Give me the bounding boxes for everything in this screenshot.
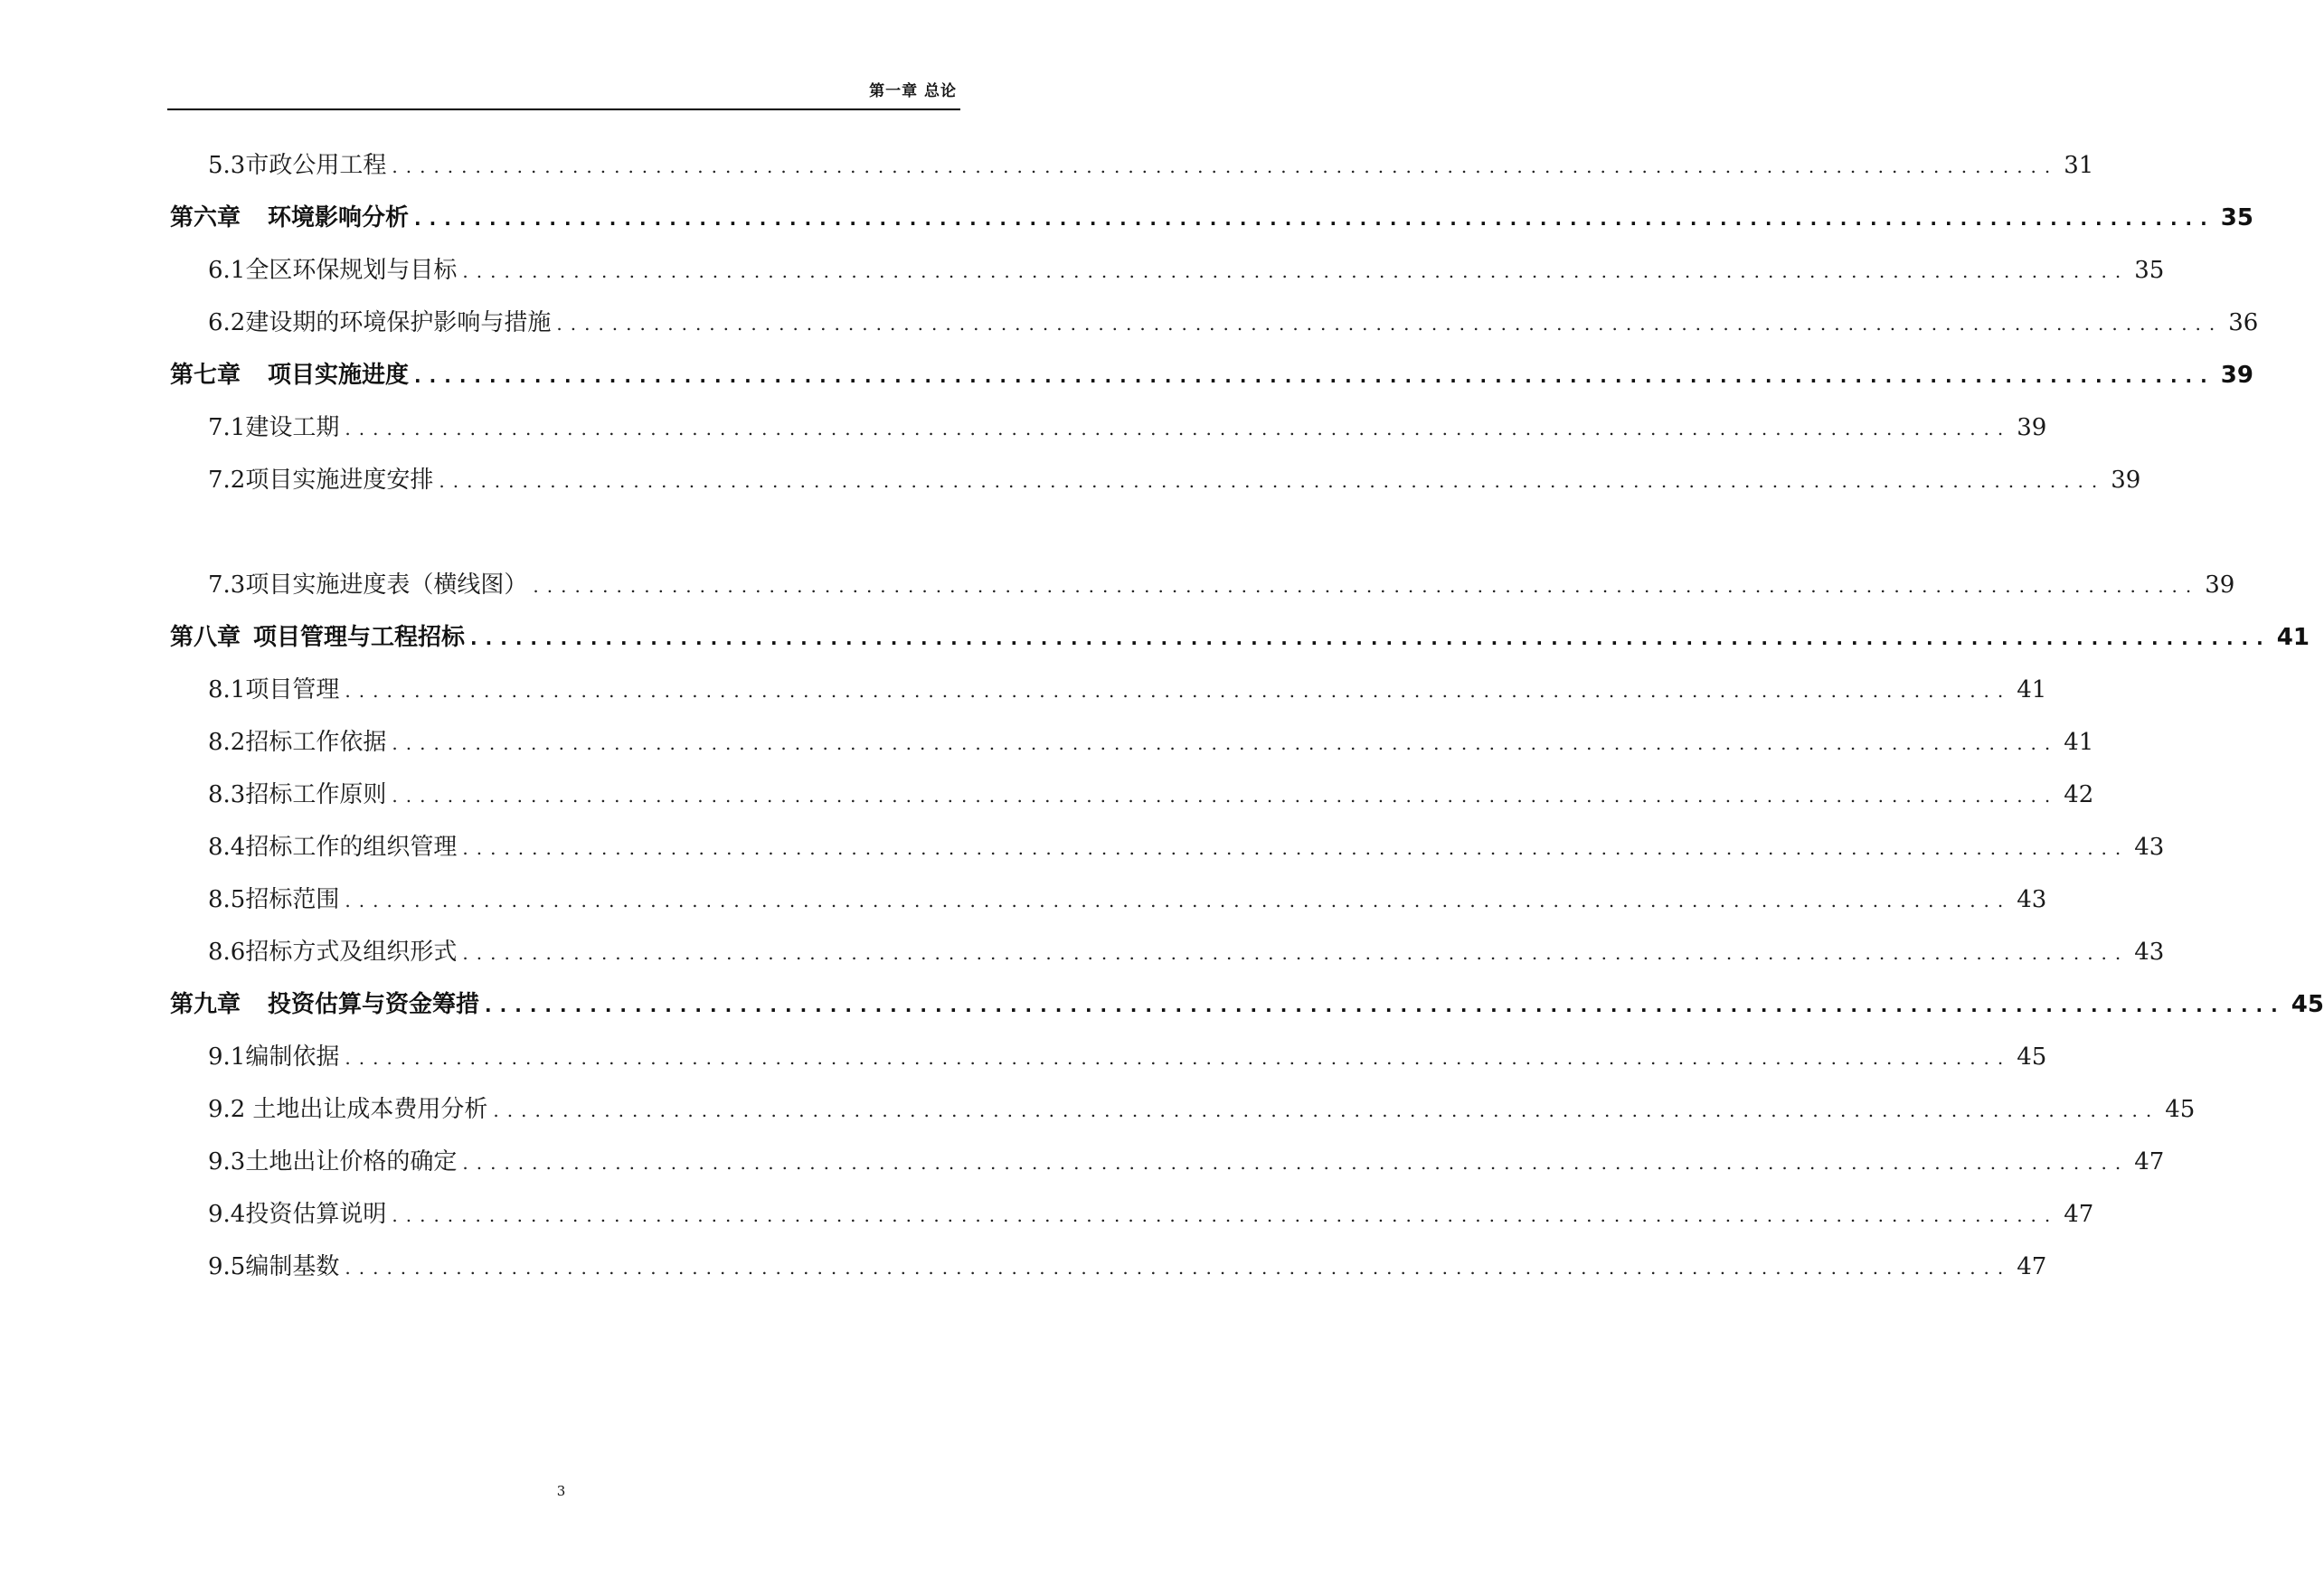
toc-dot-leader: ........................................................................................................................	[392, 785, 2059, 807]
toc-entry-number: 9.4	[208, 1201, 246, 1228]
toc-entry-9-1[interactable]	[208, 1039, 2047, 1075]
toc-entry-8-1[interactable]	[208, 672, 2047, 708]
toc-entry-title: 土地出让成本费用分析	[252, 1096, 488, 1123]
toc-entry-number: 5.3	[208, 152, 246, 179]
toc-entry-5-3[interactable]	[208, 147, 2094, 184]
toc-dot-leader: ........................................................................................................................	[345, 1257, 2012, 1279]
toc-entry-number: 7.3	[208, 571, 246, 599]
toc-chapter-title: 项目管理与工程招标	[253, 624, 466, 651]
toc-dot-leader: ........................................................................................................................	[485, 995, 2286, 1016]
toc-entry-page: 41	[2064, 729, 2094, 756]
toc-entry-page: 45	[2017, 1043, 2047, 1071]
toc-entry-6-2[interactable]	[208, 305, 2259, 341]
toc-entry-number: 9.1	[208, 1043, 246, 1071]
toc-entry-page: 43	[2134, 939, 2165, 966]
toc-dot-leader: ........................................................................................................................	[493, 1100, 2160, 1121]
toc-entry-number: 8.5	[208, 886, 246, 913]
toc-dot-leader: ........................................................................................................................	[414, 365, 2215, 387]
toc-entry-title: 投资估算说明	[245, 1201, 387, 1228]
toc-entry-8-3[interactable]	[208, 777, 2094, 813]
toc-entry-number: 9.2	[208, 1096, 246, 1123]
toc-entry-page: 45	[2165, 1096, 2196, 1123]
toc-dot-leader: ........................................................................................................................	[345, 1047, 2012, 1069]
toc-entry-8-2[interactable]	[208, 724, 2094, 760]
toc-dot-leader: ........................................................................................................................	[392, 1204, 2059, 1226]
toc-chapter-title: 项目实施进度	[268, 362, 410, 389]
toc-entry-number: 6.2	[208, 309, 246, 336]
header-title: 第一章 总论	[869, 82, 957, 100]
toc-chapter-number: 第六章	[170, 204, 241, 231]
toc-entry-number: 7.1	[208, 414, 246, 441]
toc-dot-leader: ........................................................................................................................	[345, 680, 2012, 702]
toc-chapter-page: 35	[2220, 204, 2253, 231]
toc-entry-number: 6.1	[208, 257, 246, 284]
toc-chapter-title: 投资估算与资金筹措	[268, 991, 480, 1018]
toc-chapter-number: 第八章	[170, 624, 241, 651]
toc-entry-title: 项目管理	[245, 676, 340, 703]
toc-entry-page: 47	[2064, 1201, 2094, 1228]
toc-entry-9-2[interactable]	[208, 1091, 2196, 1128]
toc-entry-page: 43	[2017, 886, 2047, 913]
toc-entry-title: 招标工作依据	[245, 729, 387, 756]
toc-chapter-number: 第九章	[170, 991, 241, 1018]
toc-entry-title: 招标范围	[245, 886, 340, 913]
toc-dot-leader: ........................................................................................................................	[556, 313, 2224, 335]
toc-entry-9-5[interactable]	[208, 1249, 2047, 1285]
toc-entry-number: 8.4	[208, 834, 246, 861]
toc-entry-page: 42	[2064, 781, 2094, 808]
toc-chapter-page: 45	[2291, 991, 2324, 1018]
toc-entry-number: 7.2	[208, 467, 246, 494]
toc-dot-leader: ........................................................................................................................	[345, 418, 2012, 439]
toc-entry-title: 项目实施进度表（横线图）	[245, 571, 528, 599]
toc-entry-page: 35	[2134, 257, 2165, 284]
toc-dot-leader: ........................................................................................................................	[392, 732, 2059, 754]
toc-chapter-number: 第七章	[170, 362, 241, 389]
toc-dot-leader: ........................................................................................................................	[439, 470, 2106, 492]
toc-entry-title: 项目实施进度安排	[245, 467, 434, 494]
toc-entry-page: 47	[2017, 1253, 2047, 1280]
toc-entry-number: 8.3	[208, 781, 246, 808]
toc-entry-title: 市政公用工程	[245, 152, 387, 179]
toc-entry-number: 8.2	[208, 729, 246, 756]
toc-entry-title: 全区环保规划与目标	[245, 257, 458, 284]
toc-entry-page: 36	[2228, 309, 2259, 336]
toc-entry-page: 41	[2017, 676, 2047, 703]
toc-entry-page: 39	[2205, 571, 2235, 599]
toc-entry-7-3[interactable]	[208, 567, 2235, 603]
toc-entry-page: 43	[2134, 834, 2165, 861]
toc-dot-leader: ........................................................................................................................	[462, 837, 2130, 859]
toc-entry-title: 建设工期	[245, 414, 340, 441]
toc-entry-6-1[interactable]	[208, 252, 2165, 288]
toc-dot-leader: ........................................................................................................................	[345, 890, 2012, 911]
toc-dot-leader: ........................................................................................................................	[414, 208, 2215, 230]
toc-dot-leader: ........................................................................................................................	[392, 156, 2059, 177]
toc-dot-leader: ........................................................................................................................	[462, 942, 2130, 964]
toc-chapter-7[interactable]	[170, 357, 2253, 393]
toc-chapter-page: 39	[2220, 362, 2253, 389]
toc-entry-page: 47	[2134, 1148, 2165, 1175]
toc-entry-8-6[interactable]	[208, 934, 2165, 970]
toc-entry-9-4[interactable]	[208, 1196, 2094, 1232]
toc-entry-title: 编制基数	[245, 1253, 340, 1280]
toc-entry-title: 建设期的环境保护影响与措施	[245, 309, 552, 336]
toc-entry-title: 招标方式及组织形式	[245, 939, 458, 966]
toc-dot-leader: ........................................................................................................................	[462, 1152, 2130, 1174]
toc-entry-7-2[interactable]	[208, 462, 2141, 498]
toc-entry-7-1[interactable]	[208, 410, 2047, 446]
toc-chapter-8[interactable]	[170, 619, 2310, 656]
toc-entry-number: 9.5	[208, 1253, 246, 1280]
toc-entry-number: 8.6	[208, 939, 246, 966]
toc-entry-title: 招标工作原则	[245, 781, 387, 808]
toc-entry-title: 编制依据	[245, 1043, 340, 1071]
toc-entry-page: 39	[2017, 414, 2047, 441]
toc-entry-page: 39	[2111, 467, 2141, 494]
toc-entry-9-3[interactable]	[208, 1144, 2165, 1180]
toc-dot-leader: ........................................................................................................................	[462, 260, 2130, 282]
toc-entry-8-4[interactable]	[208, 829, 2165, 865]
toc-chapter-6[interactable]	[170, 200, 2253, 236]
toc-entry-title: 招标工作的组织管理	[245, 834, 458, 861]
toc-dot-leader: ........................................................................................................................	[533, 575, 2200, 597]
toc-chapter-9[interactable]	[170, 987, 2324, 1023]
toc-dot-leader: ........................................................................................................................	[470, 628, 2272, 649]
toc-chapter-page: 41	[2276, 624, 2310, 651]
toc-entry-page: 31	[2064, 152, 2094, 179]
toc-entry-8-5[interactable]	[208, 882, 2047, 918]
toc-entry-number: 9.3	[208, 1148, 246, 1175]
page-number: 3	[556, 1483, 566, 1499]
toc-entry-number: 8.1	[208, 676, 246, 703]
toc-chapter-title: 环境影响分析	[268, 204, 410, 231]
toc-entry-title: 土地出让价格的确定	[245, 1148, 458, 1175]
